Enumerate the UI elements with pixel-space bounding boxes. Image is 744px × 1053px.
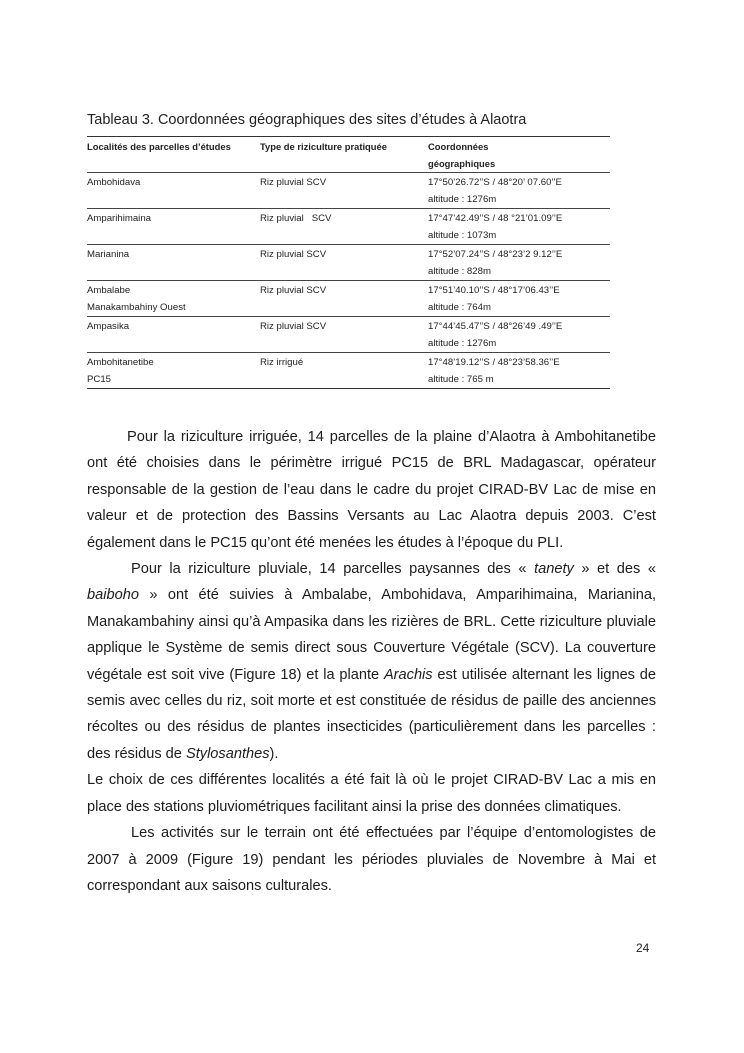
coordinates-table <box>87 136 610 389</box>
rice-type-cell: Riz pluvial SCV <box>260 249 327 260</box>
table-row <box>87 280 610 316</box>
paragraph-irrigated: Pour la riziculture irriguée, 14 parcelles de la plaine d’Alaotra à Ambohitanetibe ont été choisies dans le périmètre irrigué PC15 de BRL Madagascar, opérateur responsable de la gestion de l’eau dans le cadre du projet CIRAD-BV Lac de mise en valeur et de protection des Bassins Versants au Lac Alaotra depuis 2003. C’est également dans le PC15 qu’ont été menées les études à l’époque du PLI. <box>87 429 656 551</box>
locality-cell: Ambohitanetibe PC15 <box>87 357 154 385</box>
page-number: 24 <box>636 941 650 955</box>
table-row <box>87 316 610 352</box>
term-arachis: Arachis <box>383 666 433 683</box>
coordinates-cell: 17°44’45.47’’S / 48°26’49 .49’’E altitude : 1276m <box>428 321 563 349</box>
coordinates-cell: 17°48’19.12’’S / 48°23’58.36’’E altitude : 765 m <box>428 357 560 385</box>
table-row <box>87 208 610 244</box>
term-stylosanthes: Stylosanthes <box>185 745 270 762</box>
rice-type-cell: Riz pluvial SCV <box>260 285 327 296</box>
paragraph-field-activities: Les activités sur le terrain ont été effectuées par l’équipe d’entomologistes de 2007 à 2009 (Figure 19) pendant les périodes pluviales de Novembre à Mai et correspondant aux saisons culturales. <box>87 825 656 894</box>
coordinates-cell: 17°52’07.24’’S / 48°23’2 9.12’’E altitude : 828m <box>428 249 563 277</box>
table-caption: Tableau 3. Coordonnées géographiques des sites d’études à Alaotra <box>87 112 527 128</box>
locality-cell: Marianina <box>87 249 130 260</box>
header-localities: Localités des parcelles d’études <box>87 141 231 152</box>
table-header-row <box>87 137 610 172</box>
locality-cell: Ambohidava <box>87 177 141 188</box>
header-coordinates: Coordonnées géographiques <box>428 141 496 169</box>
rice-type-cell: Riz irrigué <box>260 357 304 368</box>
body-text <box>87 424 656 899</box>
table-row <box>87 352 610 388</box>
coordinates-cell: 17°47’42.49’’S / 48 °21’01.09’’E altitude : 1073m <box>428 213 563 241</box>
term-baiboho: baiboho <box>87 587 139 604</box>
paragraph-rainfed: Pour la riziculture pluviale, 14 parcelles paysannes des « tanety » et des « baiboho » ont été suivies à Ambalabe, Ambohidava, Amparihimaina, Marianina, Manakambahiny ainsi qu’à Ampasika dans les rizières de BRL. Cette riziculture pluviale applique le Système de semis direct sous Couverture Végétale (SCV). La couverture végétale est soit vive (Figure 18) et la plante Arachis est utilisée alternant les lignes de semis avec celles du riz, soit morte et est constituée de résidus de paille des anciennes récoltes ou des résidus de plantes insecticides (particulièrement dans les parcelles : des résidus de Stylosanthes). <box>87 561 656 762</box>
locality-cell: Amparihimaina <box>87 213 151 224</box>
coordinates-cell: 17°50’26.72’’S / 48°20’ 07.60’’E altitude : 1276m <box>428 177 562 205</box>
header-rice-type: Type de riziculture pratiquée <box>260 141 387 152</box>
paragraph-locality-choice: Le choix de ces différentes localités a été fait là où le projet CIRAD-BV Lac a mis en place des stations pluviométriques facilitant ainsi la prise des données climatiques. <box>87 772 656 815</box>
coordinates-cell: 17°51’40.10’’S / 48°17’06.43’’E altitude : 764m <box>428 285 560 313</box>
term-tanety: tanety <box>534 561 574 578</box>
locality-cell: Ambalabe Manakambahiny Ouest <box>87 285 186 313</box>
locality-cell: Ampasika <box>87 321 130 332</box>
rice-type-cell: Riz pluvial SCV <box>260 213 332 224</box>
table-row <box>87 244 610 280</box>
table-row <box>87 172 610 208</box>
rice-type-cell: Riz pluvial SCV <box>260 177 327 188</box>
rice-type-cell: Riz pluvial SCV <box>260 321 327 332</box>
